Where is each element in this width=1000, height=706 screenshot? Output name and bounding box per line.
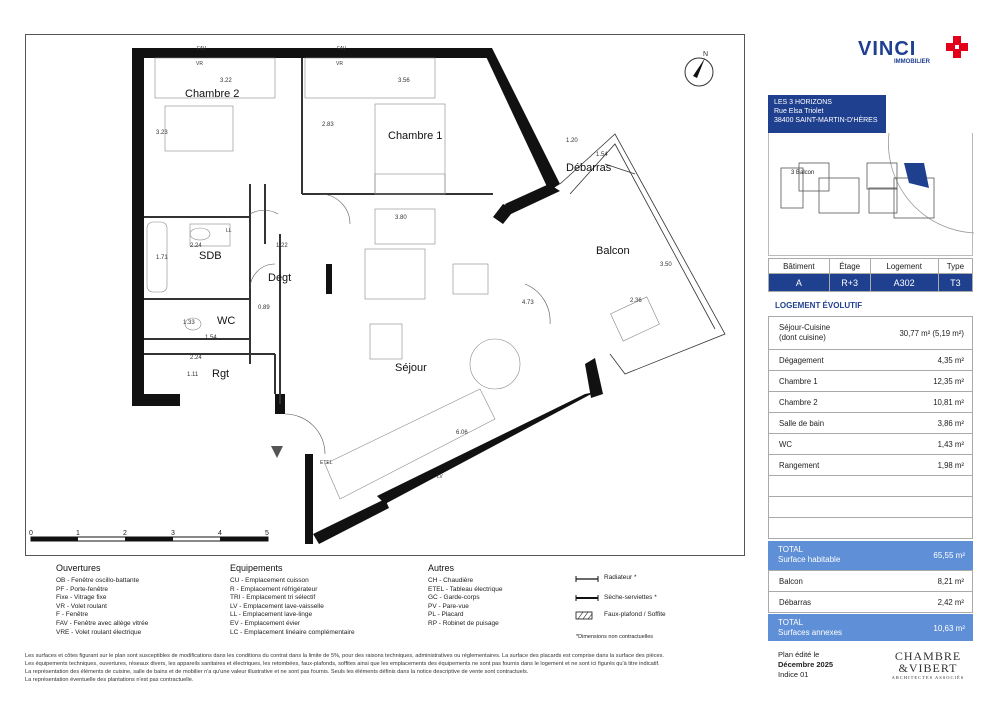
legend-ouvertures-list bbox=[56, 577, 148, 637]
edition-index: Indice 01 bbox=[778, 670, 809, 679]
scale-label: 5 bbox=[265, 530, 269, 537]
dimension: 1.33 bbox=[183, 320, 195, 326]
value-etage: R+3 bbox=[829, 274, 870, 292]
legend-item: EV - Emplacement évier bbox=[230, 619, 301, 627]
building-key-plan bbox=[768, 133, 973, 256]
furniture bbox=[147, 58, 659, 499]
legend-item: ETEL - Tableau électrique bbox=[428, 585, 503, 593]
legend-item: F - Fenêtre bbox=[56, 611, 89, 619]
project-name: LES 3 HORIZONS bbox=[774, 99, 832, 106]
surface-row bbox=[769, 434, 972, 455]
annexe-value: 2,42 m² bbox=[937, 597, 964, 607]
dimension: 1.22 bbox=[276, 243, 288, 249]
surface-label: Rangement bbox=[779, 460, 820, 470]
surface-value: 3,86 m² bbox=[937, 418, 964, 428]
scale-bar bbox=[31, 537, 268, 541]
header-logement: Logement bbox=[870, 259, 938, 274]
architect-logo bbox=[883, 650, 973, 682]
total-habitable-value: 65,55 m² bbox=[933, 551, 965, 560]
vinci-logo bbox=[858, 36, 973, 70]
surface-label: WC bbox=[779, 439, 792, 449]
key-plan-label: 3 Balcon bbox=[791, 170, 815, 176]
address-box bbox=[768, 95, 886, 133]
total-habitable-title: TOTAL bbox=[778, 545, 804, 554]
surface-row bbox=[769, 317, 972, 350]
header-type: Type bbox=[938, 259, 972, 274]
edition-info bbox=[778, 650, 833, 680]
legend-symbols bbox=[574, 574, 604, 620]
room-label-chambre-1: Chambre 1 bbox=[388, 130, 443, 142]
surface-label-sub: (dont cuisine) bbox=[779, 333, 826, 342]
disclaimer-line: Les surfaces et côtes figurant sur le plan sont susceptibles de modifications dans les conditions du contrat dans la limite de 5%, pour des raisons techniques, administratives ou réglementaires. La surface des placards est comprise dans la surface des pièces. bbox=[25, 653, 664, 659]
scale-label: 4 bbox=[218, 530, 222, 537]
legend-item: VR - Volet roulant bbox=[56, 602, 107, 610]
brand-name: VINCI bbox=[858, 38, 917, 60]
annexe-row bbox=[769, 592, 972, 613]
entrance-arrow bbox=[271, 446, 283, 458]
value-logement: A302 bbox=[870, 274, 938, 292]
surface-value: 1,43 m² bbox=[937, 439, 964, 449]
disclaimer-line: Les équipements techniques, ouvertures, réseaux divers, les appareils sanitaires et électriques, les retombées, faux-plafonds, soffites ainsi que les emplacements des équipements ne sont pas fournis dans le logement et ne sont ici figurés qu'à titre indicatif. bbox=[25, 661, 660, 668]
total-habitable bbox=[768, 541, 973, 570]
surface-row bbox=[769, 350, 972, 371]
dimension: 2.24 bbox=[190, 243, 202, 249]
legend-item: R - Emplacement réfrigérateur bbox=[230, 585, 318, 593]
annexe-value: 8,21 m² bbox=[937, 576, 964, 586]
annexe-label: Balcon bbox=[779, 576, 803, 586]
legend-item: CU - Emplacement cuisson bbox=[230, 577, 309, 584]
surface-label: Séjour-Cuisine bbox=[779, 323, 831, 332]
north-label: N bbox=[703, 51, 709, 58]
surface-label: Chambre 1 bbox=[779, 376, 818, 386]
legend-item: CH - Chaudière bbox=[428, 577, 474, 584]
header-batiment: Bâtiment bbox=[769, 259, 830, 274]
room-label-degt: Degt bbox=[268, 272, 292, 284]
brand-cross-icon bbox=[946, 36, 968, 58]
tag-lv: LV bbox=[437, 474, 443, 480]
room-label-wc: WC bbox=[217, 315, 236, 327]
surface-row-empty bbox=[769, 497, 972, 518]
room-label-sejour: Séjour bbox=[395, 362, 427, 374]
tag-fav: FAV bbox=[197, 46, 207, 52]
dimension: 1.54 bbox=[205, 335, 217, 341]
street: Rue Elsa Triolet bbox=[774, 108, 824, 115]
floor-plan bbox=[25, 34, 745, 556]
legend-symbol-radiator: Radiateur * bbox=[604, 574, 637, 581]
dimension: 3.56 bbox=[398, 78, 410, 84]
scale-label: 3 bbox=[171, 530, 175, 537]
room-label-balcon: Balcon bbox=[596, 245, 630, 257]
total-annexes bbox=[768, 614, 973, 641]
header-etage: Étage bbox=[829, 259, 870, 274]
legend-item: LL - Emplacement lave-linge bbox=[230, 611, 313, 619]
surfaces-table bbox=[768, 316, 973, 539]
legend-equipements-list bbox=[230, 577, 355, 637]
surface-value: 30,77 m² (5,19 m²) bbox=[899, 328, 964, 338]
legend-item: PV - Pare-vue bbox=[428, 602, 469, 610]
interior-walls bbox=[144, 58, 493, 404]
legend-item: PL - Placard bbox=[428, 611, 464, 619]
edition-label: Plan édité le bbox=[778, 650, 820, 659]
tag-vr: VR bbox=[336, 61, 343, 67]
key-plan-drawing bbox=[769, 133, 974, 256]
edition-date: Décembre 2025 bbox=[778, 660, 834, 669]
tag-ll: LL bbox=[226, 228, 232, 234]
legend-item: LV - Emplacement lave-vaisselle bbox=[230, 602, 324, 610]
radiator-icon bbox=[576, 576, 598, 582]
room-label-sdb: SDB bbox=[199, 250, 222, 262]
column bbox=[326, 264, 332, 294]
surface-value: 1,98 m² bbox=[937, 460, 964, 470]
annexes-table bbox=[768, 570, 973, 613]
disclaimer-line: La représentation des éléments de cuisine, salle de bains et de mobilier n'a qu'une valeur illustrative et ne sont pas fournis. Seuls les éléments définis dans la notice descriptive de vente sont contractuels. bbox=[25, 669, 529, 676]
logement-evolutif-title: LOGEMENT ÉVOLUTIF bbox=[775, 301, 863, 310]
scale-label: 2 bbox=[123, 530, 127, 537]
total-annexes-sub: Surfaces annexes bbox=[778, 628, 843, 637]
dimension: 4.73 bbox=[522, 300, 534, 306]
legend-item: FAV - Fenêtre avec allège vitrée bbox=[56, 619, 149, 627]
dimension: 3.50 bbox=[660, 262, 672, 268]
dimension: 2.24 bbox=[190, 355, 202, 361]
city: 38400 SAINT-MARTIN-D'HÈRES bbox=[774, 117, 878, 124]
dimension: 0.89 bbox=[258, 305, 270, 311]
surface-row bbox=[769, 371, 972, 392]
tag-fav: FAV bbox=[337, 46, 347, 52]
legend-item: RP - Robinet de puisage bbox=[428, 619, 499, 627]
hatch-icon bbox=[576, 612, 592, 619]
legend-item: VRE - Volet roulant électrique bbox=[56, 628, 142, 636]
value-batiment: A bbox=[769, 274, 830, 292]
towel-dryer-icon bbox=[576, 595, 598, 601]
disclaimer-line: La représentation éventuelle des plantations n'est pas contractuelle. bbox=[25, 677, 194, 684]
legend-equipements-title: Equipements bbox=[230, 563, 283, 573]
value-type: T3 bbox=[938, 274, 972, 292]
unit-info-table bbox=[768, 258, 973, 292]
legend-item: Fixe - Vitrage fixe bbox=[56, 594, 107, 602]
legend-symbol-faux-plafond: Faux-plafond / Soffite bbox=[604, 611, 666, 618]
dimension: 6.06 bbox=[456, 430, 468, 436]
legend-item: TRI - Emplacement tri sélectif bbox=[230, 594, 316, 602]
dimension: 3.22 bbox=[220, 78, 232, 84]
legend-autres-list bbox=[428, 577, 502, 629]
surface-row-empty bbox=[769, 476, 972, 497]
annexe-label: Débarras bbox=[779, 597, 812, 607]
tag-etel: ETEL bbox=[320, 460, 333, 466]
annexe-row bbox=[769, 571, 972, 592]
total-annexes-title: TOTAL bbox=[778, 618, 804, 627]
legend-item: OB - Fenêtre oscillo-battante bbox=[56, 577, 140, 584]
dimension: 2.36 bbox=[630, 298, 642, 304]
legend-item: PF - Porte-fenêtre bbox=[56, 585, 109, 593]
surface-row-empty bbox=[769, 518, 972, 539]
dimension: 1.71 bbox=[156, 255, 168, 261]
legend-item: LC - Emplacement linéaire complémentaire bbox=[230, 628, 355, 636]
tag-vr: VR bbox=[196, 61, 203, 67]
dimension: 2.83 bbox=[322, 122, 334, 128]
surface-value: 4,35 m² bbox=[937, 355, 964, 365]
room-label-rgt: Rgt bbox=[212, 368, 230, 380]
surface-label: Chambre 2 bbox=[779, 397, 818, 407]
north-arrow bbox=[685, 58, 713, 86]
dimensions-note: *Dimensions non contractuelles bbox=[576, 634, 654, 640]
exterior-walls bbox=[132, 48, 603, 544]
surface-label: Dégagement bbox=[779, 355, 824, 365]
scale-label: 1 bbox=[76, 530, 80, 537]
surface-row bbox=[769, 455, 972, 476]
room-label-chambre-2: Chambre 2 bbox=[185, 88, 240, 100]
dimension: 1.20 bbox=[566, 138, 578, 144]
architect-sub: ARCHITECTES ASSOCIÉS bbox=[891, 675, 965, 680]
dimension: 1.54 bbox=[596, 152, 608, 158]
surface-label: Salle de bain bbox=[779, 418, 825, 428]
total-habitable-sub: Surface habitable bbox=[778, 555, 841, 564]
dimension: 3.80 bbox=[395, 215, 407, 221]
brand-sub: IMMOBILIER bbox=[894, 59, 930, 65]
legend-autres-title: Autres bbox=[428, 563, 455, 573]
dimension: 3.23 bbox=[156, 130, 168, 136]
surface-value: 10,81 m² bbox=[933, 397, 964, 407]
total-annexes-value: 10,63 m² bbox=[933, 624, 965, 633]
dimension: 1.11 bbox=[187, 372, 199, 378]
legend-item: GC - Garde-corps bbox=[428, 594, 480, 602]
disclaimer bbox=[25, 652, 725, 684]
legend-ouvertures-title: Ouvertures bbox=[56, 563, 101, 573]
surface-row bbox=[769, 413, 972, 434]
scale-label: 0 bbox=[29, 530, 33, 537]
surface-value: 12,35 m² bbox=[933, 376, 964, 386]
architect-name-2: &VIBERT bbox=[898, 661, 958, 675]
architect-name-1: CHAMBRE bbox=[894, 649, 962, 663]
surface-row bbox=[769, 392, 972, 413]
room-label-debarras: Débarras bbox=[566, 162, 612, 174]
legend-symbol-towel-dryer: Sèche-serviettes * bbox=[604, 594, 657, 601]
